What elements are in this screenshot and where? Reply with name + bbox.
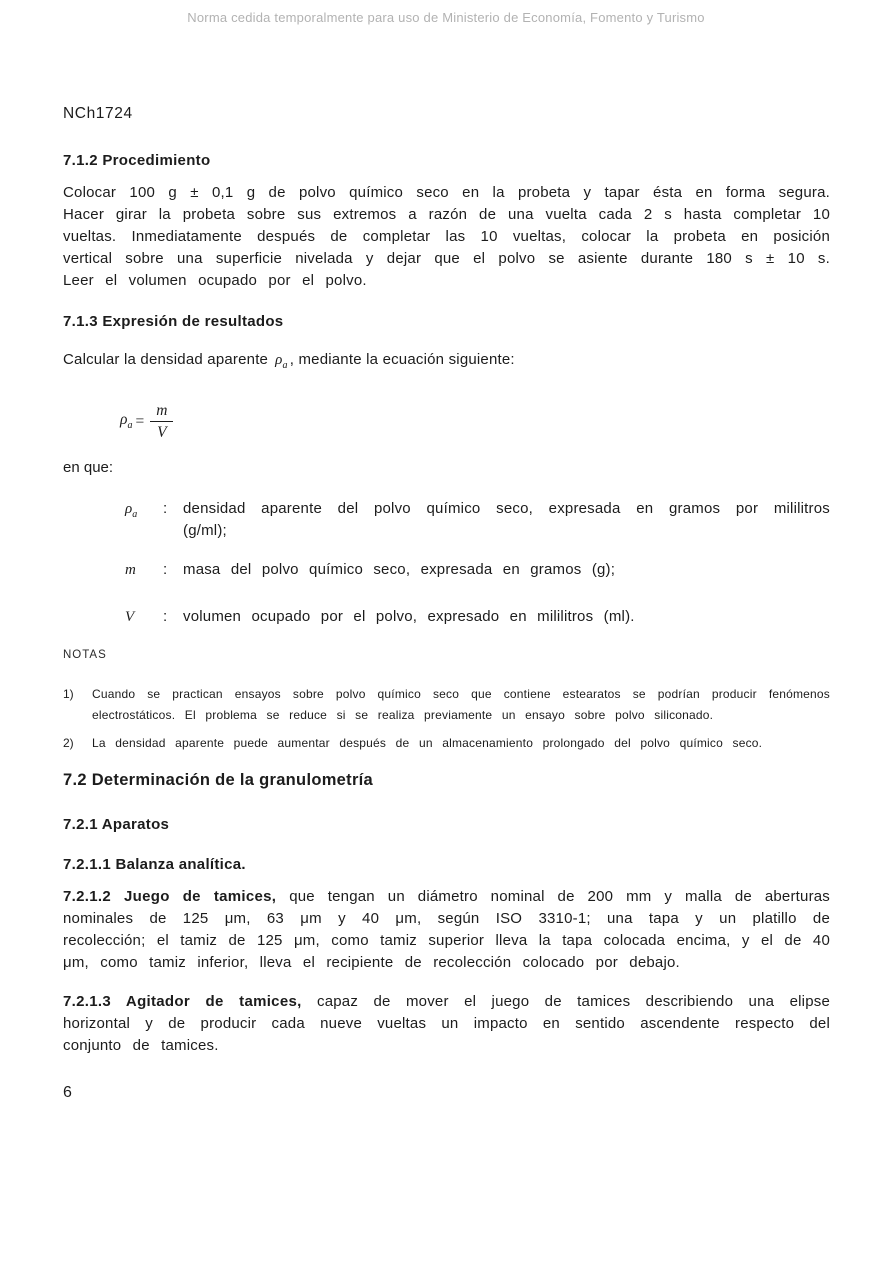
document-id: NCh1724	[63, 105, 133, 122]
notes-heading: NOTAS	[63, 649, 107, 661]
density-formula	[120, 401, 830, 442]
section-heading-7-1-2: 7.1.2 Procedimiento	[63, 152, 211, 169]
definition-symbol-m: m	[125, 562, 136, 578]
formula-equals-sign: =	[135, 412, 145, 430]
section-heading-7-2: 7.2 Determinación de la granulometría	[63, 771, 374, 789]
definition-item-mass	[63, 559, 830, 587]
density-symbol-inline: $\rho_a$	[275, 352, 288, 371]
paragraph-7-1-2: Colocar 100 g ± 0,1 g de polvo químico seco en la probeta y tapar ésta en forma segura. Hacer girar la probeta sobre sus extremos a razón de una vuelta cada 2 s hasta completar 10 vueltas. Inmediatamente después de completar las 10 vueltas, colocar la probeta en posición vertical sobre una superficie nivelada y dejar que el polvo se asiente durante 180 s ± 10 s. Leer el volumen ocupado por el polvo.	[63, 184, 830, 289]
definitions-lead: en que:	[63, 459, 114, 476]
paragraph-lead-7-2-1-3: 7.2.1.3 Agitador de tamices,	[63, 993, 302, 1010]
definitions-list	[63, 498, 830, 634]
formula-lhs: $\rho_a$	[120, 411, 133, 432]
note-item-1	[63, 684, 830, 726]
note-text-2: La densidad aparente puede aumentar después de un almacenamiento prolongado del polvo químico seco.	[92, 736, 763, 750]
intro-text-after: , mediante la ecuación siguiente:	[289, 351, 515, 368]
definition-item-volume	[63, 606, 830, 634]
section-heading-7-2-1-1: 7.2.1.1 Balanza analítica.	[63, 856, 246, 873]
formula-denominator: V	[157, 424, 167, 441]
formula-fraction	[150, 401, 173, 442]
definition-text-mass: masa del polvo químico seco, expresada en gramos (g);	[183, 561, 616, 578]
definition-colon: :	[163, 561, 168, 578]
note-text-1: Cuando se practican ensayos sobre polvo químico seco que contiene estearatos se podrían producir fenómenos electrostáticos. El problema se reduce si se realiza previamente un ensayo sobre polvo siliconado.	[92, 687, 830, 722]
formula-numerator: m	[150, 401, 173, 422]
intro-text-before: Calcular la densidad aparente	[63, 351, 269, 368]
watermark-text: Norma cedida temporalmente para uso de Ministerio de Economía, Fomento y Turismo	[187, 10, 705, 25]
section-heading-7-1-3: 7.1.3 Expresión de resultados	[63, 313, 284, 330]
definition-colon: :	[163, 608, 168, 625]
note-item-2	[63, 733, 830, 754]
paragraph-7-2-1-3	[63, 991, 830, 1057]
page-number: 6	[63, 1084, 72, 1101]
paragraph-body-7-2-1-3: capaz de mover el juego de tamices describiendo una elipse horizontal y de producir cada nueve vueltas un impacto en sentido ascendente respecto del conjunto de tamices.	[63, 993, 831, 1054]
paragraph-lead-7-2-1-2: 7.2.1.2 Juego de tamices,	[63, 888, 277, 905]
definition-symbol-rho: $\rho_a$	[125, 501, 138, 520]
paragraph-7-2-1-2	[63, 886, 830, 974]
definition-text-volume: volumen ocupado por el polvo, expresado en mililitros (ml).	[183, 608, 635, 625]
note-number: 2)	[63, 736, 74, 750]
paragraph-body-7-2-1-2: que tengan un diámetro nominal de 200 mm y malla de aberturas nominales de 125 μm, 63 μm y 40 μm, según ISO 3310-1; una tapa y un platillo de recolección; el tamiz de 125 μm, como tamiz superior lleva la tapa colocada encima, y el de 40 μm, como tamiz inferior, lleva el recipiente de recolección colocado por debajo.	[63, 888, 831, 971]
definition-item-density	[63, 498, 830, 542]
section-heading-7-2-1: 7.2.1 Aparatos	[63, 816, 170, 833]
paragraph-7-1-3-intro	[63, 349, 830, 377]
definition-colon: :	[163, 500, 168, 517]
definition-symbol-v: V	[125, 609, 135, 625]
note-number: 1)	[63, 687, 74, 701]
document-content	[63, 105, 830, 1102]
definition-text-density: densidad aparente del polvo químico seco, expresada en gramos por mililitros (g/ml);	[183, 500, 830, 539]
